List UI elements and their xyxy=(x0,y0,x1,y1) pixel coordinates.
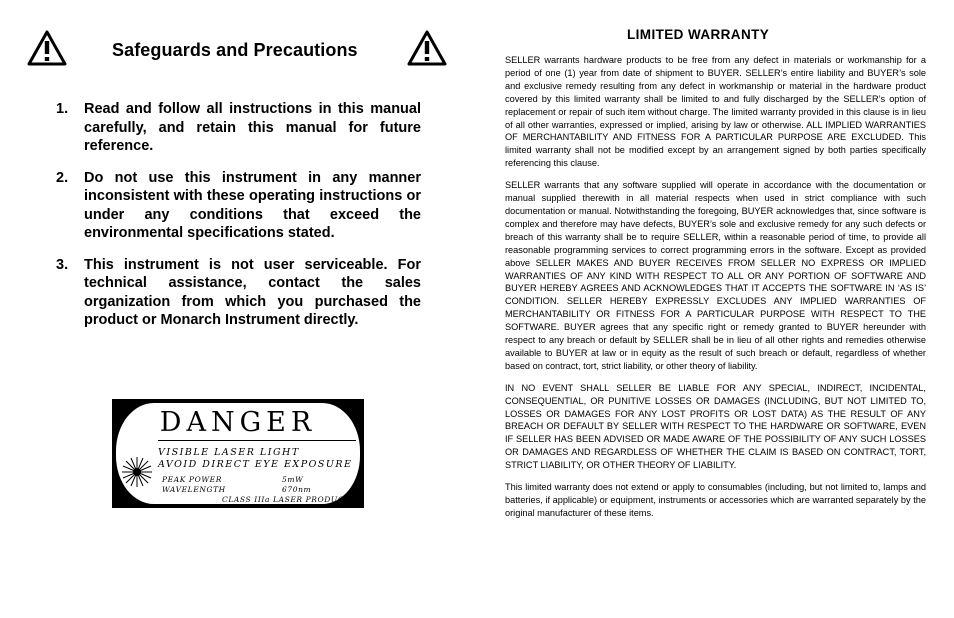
danger-line-2: AVOID DIRECT EYE EXPOSURE xyxy=(158,459,353,470)
danger-line-1: VISIBLE LASER LIGHT xyxy=(158,447,300,458)
warning-triangle-icon xyxy=(27,30,67,66)
list-item xyxy=(56,256,421,330)
item-text: This instrument is not user serviceable. For technical assistance, contact the sales organization from which you purchased the product or Monarch Instrument directly. xyxy=(84,256,421,328)
warranty-paragraph: This limited warranty does not extend or apply to consumables (including, but not limited to, lamps and batteries, if applicable) or equipment, instruments or accessories which are warranted separately by the original manufacturer of these items. xyxy=(505,482,926,518)
warranty-body xyxy=(505,54,926,529)
laser-starburst-icon xyxy=(121,456,153,493)
danger-label-panel xyxy=(116,403,360,504)
item-number: 3. xyxy=(56,256,69,273)
precautions-list xyxy=(56,100,421,343)
danger-heading: DANGER xyxy=(159,407,317,438)
warranty-title: LIMITED WARRANTY xyxy=(627,27,770,42)
list-item xyxy=(56,100,421,156)
right-page xyxy=(477,0,954,618)
danger-divider xyxy=(158,440,356,441)
item-number: 1. xyxy=(56,101,69,117)
item-text: Read and follow all instructions in this manual carefully, and retain this manual for future reference. xyxy=(84,101,421,154)
item-text: Do not use this instrument in any manner inconsistent with these operating instructions or under any conditions that exceed the environmental specifications stated. xyxy=(84,169,421,241)
wavelength-label: WAVELENGTH xyxy=(162,485,226,494)
laser-danger-label xyxy=(112,399,364,508)
list-item xyxy=(56,169,421,243)
warranty-paragraph: SELLER warrants hardware products to be free from any defect in materials or workmanship for a period of one (1) year from date of shipment to BUYER. SELLER’s entire liability and BUYER’s sole and exclusive remedy resulting from any defect in workmanship or material in the hardware product covered by this limited warranty shall be limited to and fully discharged by the SELLER’s option of replacement or repair of such item without charge. The limited warranty provided in this clause is in lieu of all other warranties, expressed or implied, arising by law or otherwise. ALL IMPLIED WARRANTIES OF MERCHANTABILITY AND FITNESS FOR A PARTICULAR PURPOSE ARE EXCLUDED. This limited warranty shall not be modified except by an arrangement signed by both parties specifically referencing this clause. xyxy=(505,55,926,169)
item-number: 2. xyxy=(56,169,69,186)
warranty-paragraph: IN NO EVENT SHALL SELLER BE LIABLE FOR ANY SPECIAL, INDIRECT, INCIDENTAL, CONSEQUENTIAL, OR PUNITIVE LOSSES OR DAMAGES (INCLUDING, BUT NOT LIMITED TO, LOSSES OR DAMAGES FOR ANY LOST PROFITS OR LOST DATA) AS THE RESULT OF ANY BREACH OR DEFAULT BY SELLER WITH RESPECT TO THE HARDWARE OR SOFTWARE, EVEN IF SELLER HAS BEEN ADVISED OR MADE AWARE OF THE POSSIBILITY OF ANY SUCH LOSSES OR DAMAGES AND REGARDLESS OF WHETHER THE CLAIM IS BASED ON CONTRACT, TORT, STRICT LIABILITY, OR OTHER THEORY OF LIABILITY. xyxy=(505,382,926,471)
page-title: Safeguards and Precautions xyxy=(112,40,358,60)
peak-power-value: 5mW xyxy=(282,475,304,484)
warranty-paragraph: SELLER warrants that any software supplied will operate in accordance with the documentation or manual supplied therewith in all material respects when used in strict compliance with such documentation or manual. Notwithstanding the foregoing, BUYER acknowledges that, since software is complex and therefore may have defects, BUYER’s sole and exclusive remedy for any such defects or breach of this warranty shall be to require SELLER, within a reasonable period of time, to provide all reasonable programming services to correct programming errors in the software. Except as provided above SELLER MAKES AND BUYER RECEIVES FROM SELLER NO EXPRESS OR IMPLIED WARRANTIES OF ANY KIND WITH RESPECT TO ALL OR ANY PORTION OF SOFTWARE AND BUYER HEREBY AGREES AND ACKNOWLEDGES THAT IT ACCEPTS THE SOFTWARE IN ‘AS IS’ CONDITION. SELLER HEREBY EXPRESSLY EXCLUDES ANY IMPLIED WARRANTIES OF MERCHANTABILITY OR FITNESS FOR A PARTICULAR PURPOSE WITH RESPECT TO THE SOFTWARE. BUYER agrees that any specific right or remedy granted to BUYER hereunder with respect to any breach or default by SELLER shall be in lieu of all other rights and remedies otherwise available to BUYER at law or in equity as the result of such breach or default, regardless of whether based on contract, tort, strict liability, or other theory of liability. xyxy=(505,180,926,371)
warning-triangle-icon xyxy=(407,30,447,66)
wavelength-value: 670nm xyxy=(282,485,312,494)
laser-class-text: CLASS IIIa LASER PRODUCT xyxy=(222,495,350,504)
peak-power-label: PEAK POWER xyxy=(162,475,222,484)
